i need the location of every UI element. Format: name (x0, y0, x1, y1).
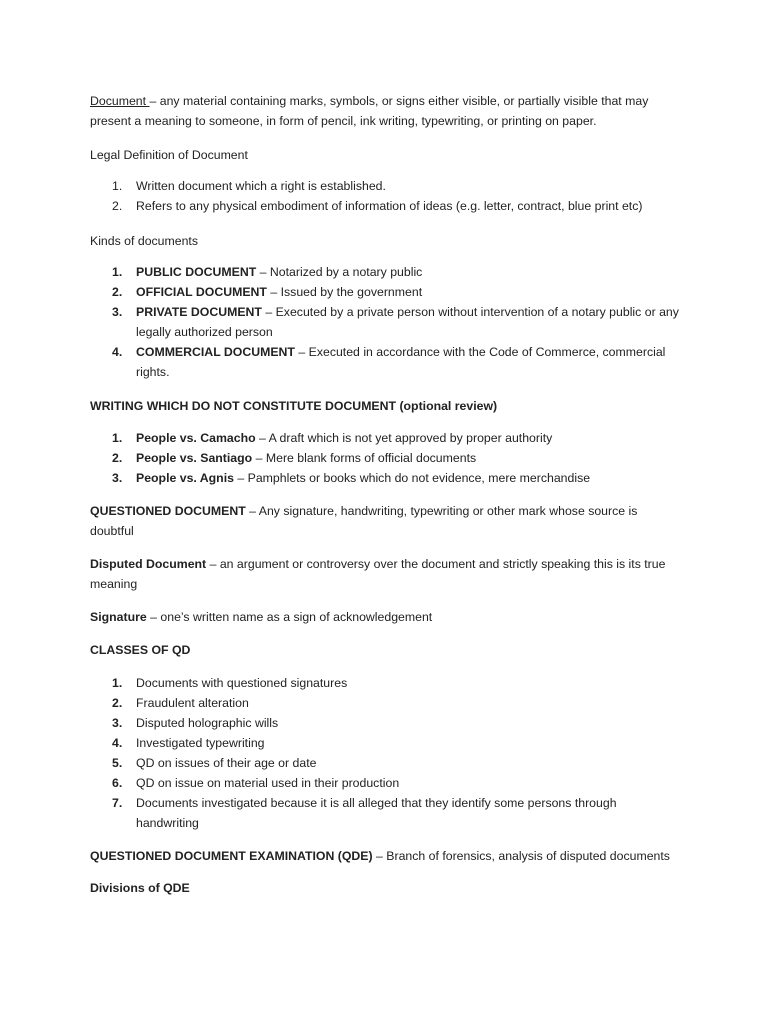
legal-definition-heading: Legal Definition of Document (90, 148, 248, 162)
list-item: 1. Documents with questioned signatures (112, 676, 348, 690)
classes-heading: CLASSES OF QD (90, 643, 191, 657)
list-item: 5. QD on issues of their age or date (112, 756, 317, 770)
list-item: 2. OFFICIAL DOCUMENT – Issued by the government (112, 285, 423, 299)
questioned-document-paragraph: QUESTIONED DOCUMENT – Any signature, handwriting, typewriting or other mark whose source is doubtful (90, 504, 638, 538)
list-item: 3. Disputed holographic wills (112, 716, 279, 730)
list-item: 7. Documents investigated because it is all alleged that they identify some persons through handwriting (112, 796, 617, 830)
list-item: 4. Investigated typewriting (112, 736, 265, 750)
list-item: 3. People vs. Agnis – Pamphlets or books which do not evidence, mere merchandise (112, 471, 591, 485)
list-item: 1. Written document which a right is established. (112, 179, 386, 193)
document-term: Document (90, 94, 150, 108)
kinds-list (90, 262, 680, 382)
legal-definition-list (90, 176, 680, 216)
list-item: 2. Fraudulent alteration (112, 696, 249, 710)
list-item: 4. COMMERCIAL DOCUMENT – Executed in accordance with the Code of Commerce, commercial rights. (112, 345, 666, 379)
kinds-heading: Kinds of documents (90, 234, 199, 248)
document-definition-text: – any material containing marks, symbols, or signs either visible, or partially visible that may present a meaning to someone, in form of pencil, ink writing, typewriting, or printing on paper. (90, 94, 649, 128)
list-item: 1. PUBLIC DOCUMENT – Notarized by a notary public (112, 265, 423, 279)
classes-list (90, 673, 680, 833)
signature-paragraph: Signature – one’s written name as a sign of acknowledgement (90, 610, 433, 624)
list-item: 6. QD on issue on material used in their production (112, 776, 400, 790)
disputed-document-paragraph: Disputed Document – an argument or controversy over the document and strictly speaking this is its true meaning (90, 557, 666, 591)
qde-paragraph: QUESTIONED DOCUMENT EXAMINATION (QDE) – Branch of forensics, analysis of disputed documents (90, 849, 670, 863)
list-item: 2. People vs. Santiago – Mere blank forms of official documents (112, 451, 477, 465)
writing-list (90, 428, 680, 488)
writing-heading: WRITING WHICH DO NOT CONSTITUTE DOCUMENT (optional review) (90, 399, 498, 413)
list-item: 3. PRIVATE DOCUMENT – Executed by a private person without intervention of a notary public or any legally authorized person (112, 305, 679, 339)
list-item: 1. People vs. Camacho – A draft which is not yet approved by proper authority (112, 431, 553, 445)
list-item: 2. Refers to any physical embodiment of information of ideas (e.g. letter, contract, blue print etc) (112, 199, 643, 213)
document-definition (90, 91, 680, 131)
divisions-heading: Divisions of QDE (90, 881, 190, 895)
